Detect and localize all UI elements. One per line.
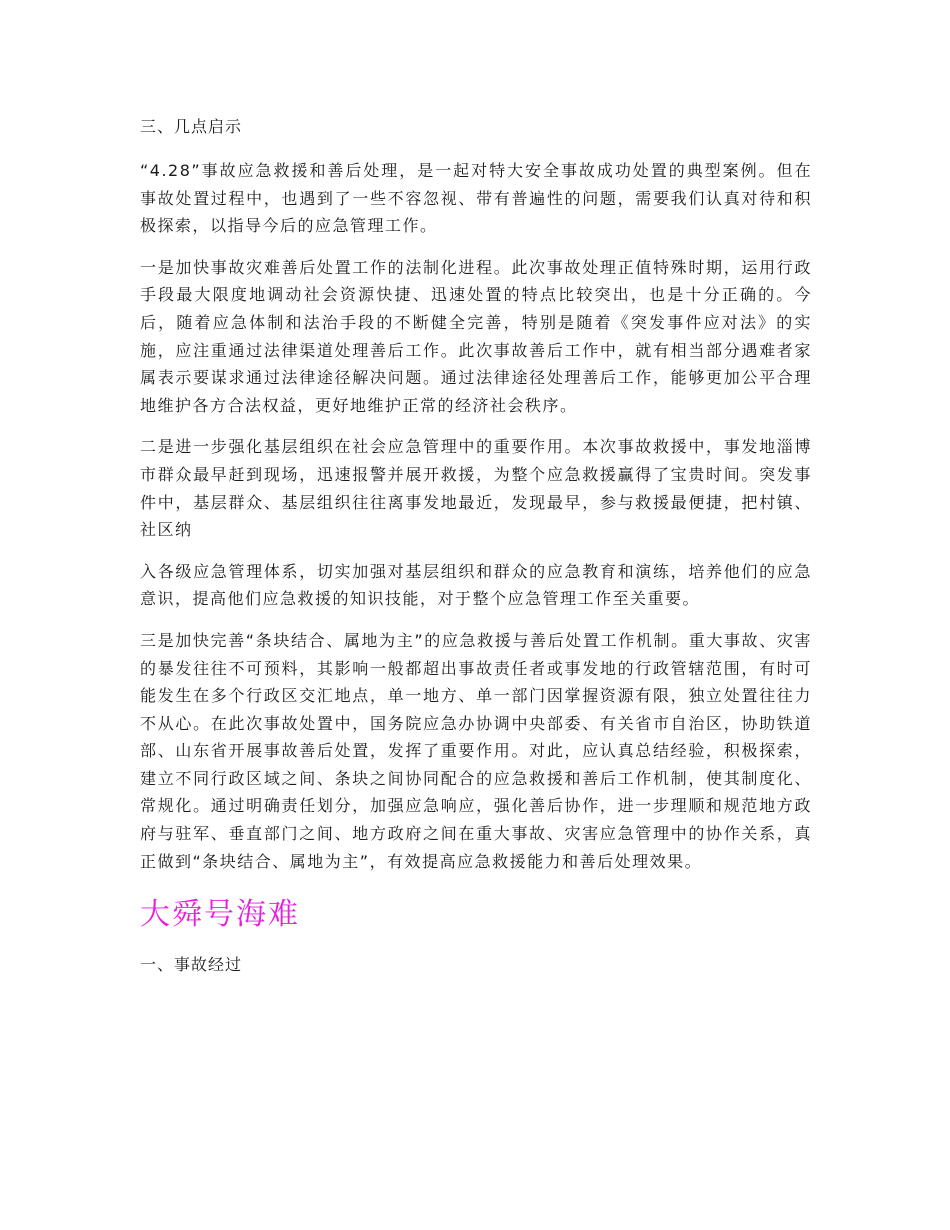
section-title: 大舜号海难 [140,897,300,933]
paragraph-intro: “4.28”事故应急救援和善后处理，是一起对特大安全事故成功处置的典型案例。但在事故处置过程中，也遇到了一些不容忽视、带有普遍性的问题，需要我们认真对待和积极探索，以指导今后的应急管理工作。 [140,161,812,236]
paragraph-point-one: 一是加快事故灾难善后处置工作的法制化进程。此次事故处理正值特殊时期，运用行政手段最大限度地调动社会资源快捷、迅速处置的特点比较突出，也是十分正确的。今后，随着应急体制和法治手段的不断健全完善，特别是随着《突发事件应对法》的实施，应注重通过法律渠道处理善后工作。此次事故善后工作中，就有相当部分遇难者家属表示要谋求通过法律途径解决问题。通过法律途径处理善后工作，能够更加公平合理地维护各方合法权益，更好地维护正常的经济社会秩序。 [140,257,812,415]
section-heading-insights: 三、几点启示 [140,117,243,136]
paragraph-point-three: 三是加快完善“条块结合、属地为主”的应急救援与善后处置工作机制。重大事故、灾害的暴发往往不可预料，其影响一般都超出事故责任者或事发地的行政管辖范围，有时可能发生在多个行政区交汇地点，单一地方、单一部门因掌握资源有限，独立处置往往力不从心。在此次事故处置中，国务院应急办协调中央部委、有关省市自治区，协助铁道部、山东省开展事故善后处置，发挥了重要作用。对此，应认真总结经验，积极探索，建立不同行政区域之间、条块之间协同配合的应急救援和善后工作机制，使其制度化、常规化。通过明确责任划分，加强应急响应，强化善后协作，进一步理顺和规范地方政府与驻军、垂直部门之间、地方政府之间在重大事故、灾害应急管理中的协作关系，真正做到“条块结合、属地为主”，有效提高应急救援能力和善后处理效果。 [140,630,812,871]
paragraph-point-two-continued: 入各级应急管理体系，切实加强对基层组织和群众的应急教育和演练，培养他们的应急意识，提高他们应急救援的知识技能，对于整个应急管理工作至关重要。 [140,561,812,609]
document-page [140,113,812,995]
paragraph-point-two: 二是进一步强化基层组织在社会应急管理中的重要作用。本次事故救援中，事发地淄博市群众最早赶到现场，迅速报警并展开救援，为整个应急救援赢得了宝贵时间。突发事件中，基层群众、基层组织往往离事发地最近，发现最早，参与救援最便捷，把村镇、社区纳 [140,437,812,540]
section-heading-accident: 一、事故经过 [140,955,243,975]
